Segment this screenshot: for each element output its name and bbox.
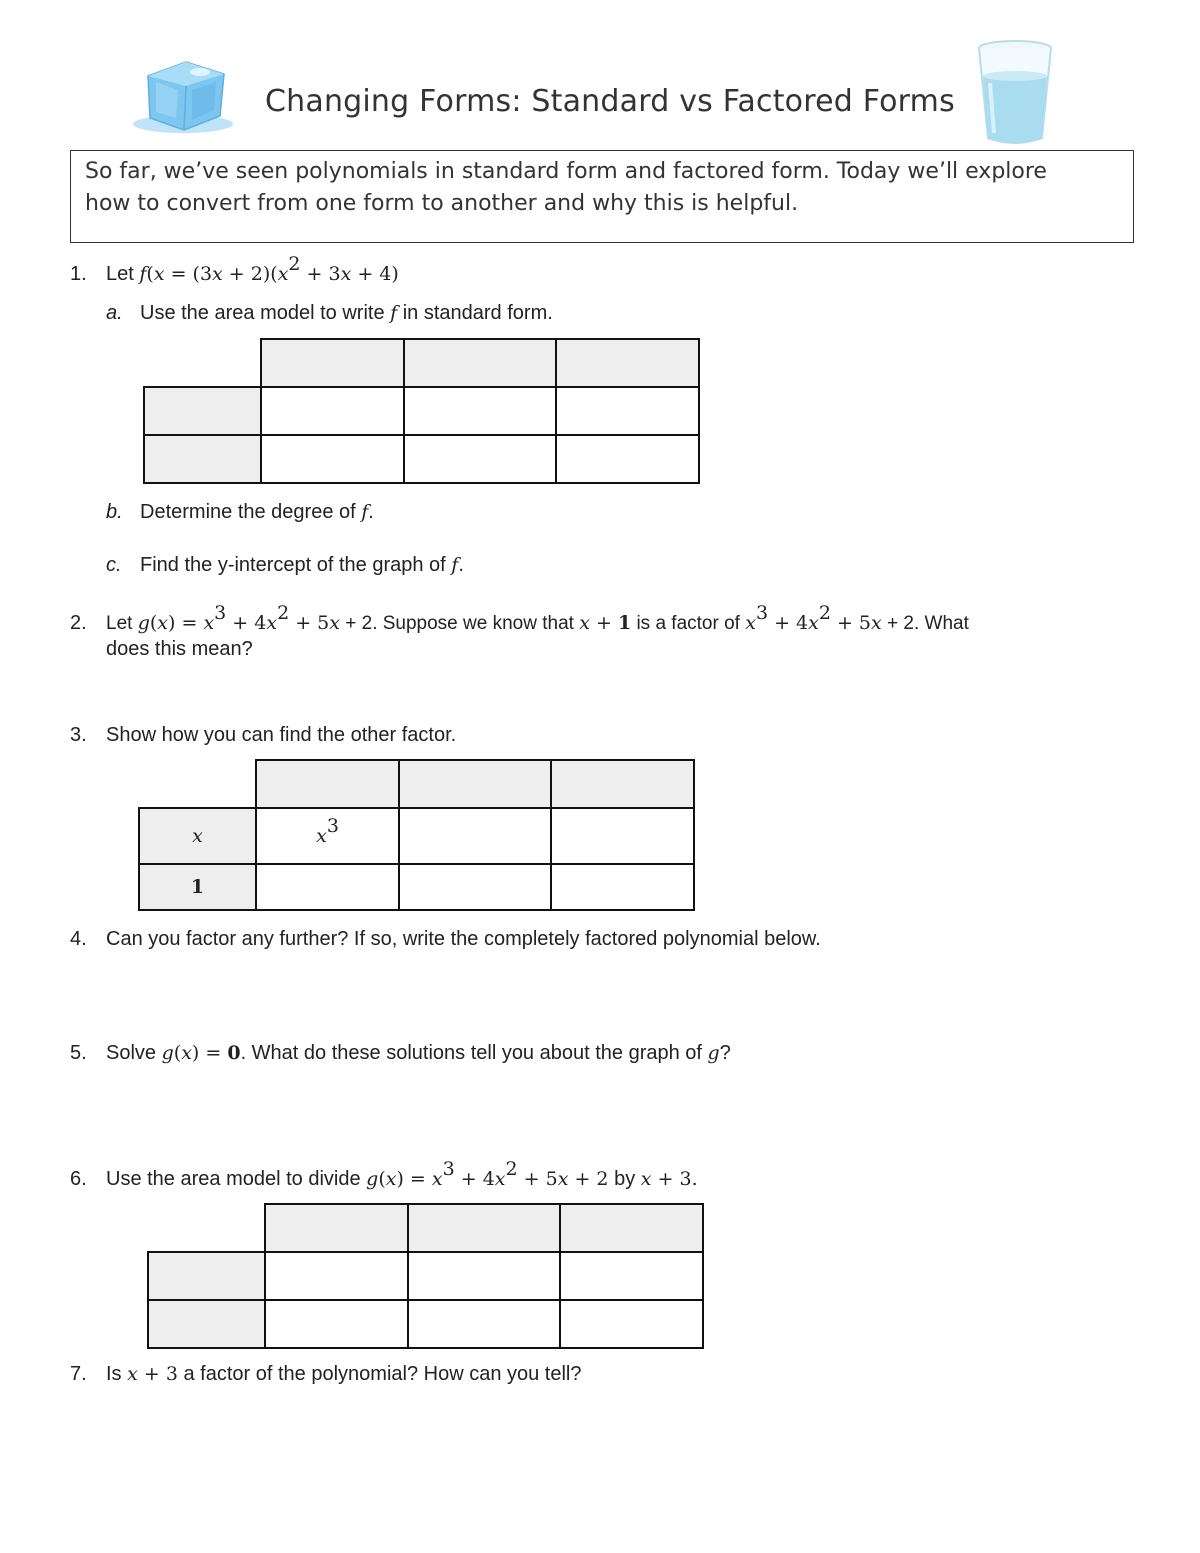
math-part: + 5 <box>289 612 330 634</box>
math-exponent: 3 <box>755 602 769 624</box>
text-part: Use the area model to divide <box>106 1168 367 1190</box>
table-row-label-cell[interactable] <box>148 1252 265 1300</box>
table-row-label-cell[interactable] <box>148 1300 265 1348</box>
question-1c <box>106 552 1006 578</box>
table-header-cell[interactable] <box>265 1204 408 1252</box>
text-part: is a factor of <box>631 613 746 634</box>
math-g: g <box>707 1042 720 1064</box>
question-7 <box>70 1361 1070 1387</box>
math-x: x <box>329 612 340 634</box>
question-4 <box>70 926 1070 952</box>
text-part: Find the y-intercept of the graph of <box>140 554 452 576</box>
text-part: in standard form. <box>397 302 553 324</box>
math-part: + 4 <box>768 612 809 634</box>
table-cell[interactable] <box>556 387 699 435</box>
math-part: = (3 <box>164 263 213 285</box>
math-part: + 5 <box>517 1168 558 1190</box>
math-x: x <box>871 612 882 634</box>
table-cell[interactable] <box>404 387 556 435</box>
sub-text <box>140 499 374 525</box>
math-part: = <box>175 612 204 634</box>
table-header-cell[interactable] <box>399 760 551 808</box>
question-2 <box>70 602 1150 662</box>
math-one: 1 <box>617 612 632 634</box>
question-1b <box>106 499 1006 525</box>
text-part: Let <box>106 263 140 285</box>
math-x: x <box>277 263 289 285</box>
math-x: x <box>579 612 590 634</box>
math-exponent: 2 <box>277 602 290 624</box>
water-glass-icon <box>974 38 1056 148</box>
cell-exponent: 3 <box>326 815 339 837</box>
sub-label: b. <box>106 501 123 523</box>
math-paren: ( <box>146 263 154 285</box>
question-text <box>106 253 399 287</box>
question-6 <box>70 1158 1070 1192</box>
intro-box <box>70 150 1134 243</box>
text-part: . What do these solutions tell you about the graph of <box>240 1042 708 1064</box>
math-f: f <box>139 263 147 285</box>
math-x: x <box>431 1168 443 1190</box>
table-cell[interactable] <box>404 435 556 483</box>
math-exponent: 2 <box>288 253 301 275</box>
math-x: x <box>266 612 278 634</box>
question-text <box>106 1158 698 1192</box>
math-f: f <box>361 501 369 523</box>
math-paren: ( <box>173 1042 182 1064</box>
math-part: + 3 <box>137 1363 178 1385</box>
table-header-cell[interactable] <box>404 339 556 387</box>
table-cell[interactable] <box>551 808 694 864</box>
table-header-cell[interactable] <box>256 760 399 808</box>
ice-cube-icon <box>128 54 234 136</box>
table-row-label-cell[interactable] <box>144 387 261 435</box>
intro-line-2: how to convert from one form to another and why this is helpful. <box>85 191 799 216</box>
math-x: x <box>203 612 215 634</box>
question-number: 7. <box>70 1363 87 1385</box>
table-cell[interactable] <box>256 864 399 910</box>
math-paren: ) <box>168 612 176 634</box>
sub-label: c. <box>106 554 122 576</box>
math-exponent: 2 <box>505 1158 518 1180</box>
question-text <box>106 602 969 637</box>
table-row-label-cell[interactable] <box>144 435 261 483</box>
question-text <box>106 1040 731 1066</box>
math-part: + 5 <box>830 612 872 634</box>
math-x: x <box>127 1363 138 1385</box>
math-part: + 3 <box>300 263 341 285</box>
text-part: Use the area model to write <box>140 302 391 324</box>
math-f: f <box>390 302 398 324</box>
math-part: + 2 <box>568 1168 609 1190</box>
math-x: x <box>808 612 819 634</box>
text-part: Is <box>106 1363 128 1385</box>
text-part: ? <box>719 1042 731 1064</box>
question-text-line-2: does this mean? <box>106 638 253 660</box>
text-part: Determine the degree of <box>140 501 362 523</box>
sub-text <box>140 300 553 326</box>
text-part: + 2. What <box>881 613 969 634</box>
math-part: + 4) <box>351 263 399 285</box>
math-x: x <box>153 263 165 285</box>
math-part: + 4 <box>454 1168 495 1190</box>
question-number: 1. <box>70 263 87 285</box>
question-text: Can you factor any further? If so, write the completely factored polynomial below. <box>106 928 821 950</box>
math-part: = <box>199 1042 228 1064</box>
math-g: g <box>161 1042 174 1064</box>
math-paren: ( <box>149 612 158 634</box>
math-part: + 2)( <box>222 263 278 285</box>
question-number: 6. <box>70 1168 87 1190</box>
question-5 <box>70 1040 1070 1066</box>
math-f: f <box>451 554 459 576</box>
table-cell[interactable] <box>265 1252 408 1300</box>
table-cell[interactable] <box>408 1252 560 1300</box>
math-exponent: 3 <box>214 602 227 624</box>
table-header-cell[interactable] <box>408 1204 560 1252</box>
area-model-table-3 <box>138 759 695 911</box>
question-number: 2. <box>70 612 87 634</box>
math-x: x <box>557 1168 569 1190</box>
cell-var: x <box>316 825 327 847</box>
page-title: Changing Forms: Standard vs Factored Forms <box>265 84 955 119</box>
math-part: + 3. <box>651 1168 698 1190</box>
math-zero: 0 <box>227 1042 241 1064</box>
table-cell[interactable] <box>261 387 404 435</box>
question-1 <box>70 253 1120 287</box>
text-part: + 2. Suppose we know that <box>339 613 580 634</box>
math-paren: ( <box>378 1168 386 1190</box>
text-part: by <box>608 1168 641 1190</box>
question-text <box>106 1361 582 1387</box>
math-part: + <box>589 612 618 634</box>
text-part: a factor of the polynomial? How can you tell? <box>177 1363 582 1385</box>
math-x: x <box>494 1168 506 1190</box>
math-paren: ) <box>396 1168 404 1190</box>
area-model-table-1 <box>143 338 700 484</box>
math-x: x <box>340 263 352 285</box>
question-3 <box>70 722 970 748</box>
question-1a <box>106 300 1006 326</box>
question-text: Show how you can find the other factor. <box>106 724 457 746</box>
math-x: x <box>181 1042 192 1064</box>
math-x: x <box>385 1168 397 1190</box>
area-model-table-6 <box>147 1203 704 1349</box>
table-header-cell[interactable] <box>551 760 694 808</box>
text-part: . <box>458 554 464 576</box>
math-exponent: 3 <box>442 1158 455 1180</box>
question-number: 5. <box>70 1042 87 1064</box>
sub-text <box>140 552 464 578</box>
table-cell[interactable] <box>399 864 551 910</box>
table-cell[interactable] <box>261 435 404 483</box>
table-row-label-cell: 1 <box>139 864 256 910</box>
table-cell[interactable] <box>265 1300 408 1348</box>
math-part: + 4 <box>226 612 267 634</box>
math-x: x <box>745 612 756 634</box>
text-part: Let <box>106 613 138 634</box>
table-cell[interactable] <box>408 1300 560 1348</box>
table-header-cell[interactable] <box>261 339 404 387</box>
sub-label: a. <box>106 302 123 324</box>
math-paren: ) <box>191 1042 200 1064</box>
math-g: g <box>366 1168 379 1190</box>
math-x: x <box>212 263 223 285</box>
table-row-label-cell: x <box>139 808 256 864</box>
table-cell[interactable] <box>551 864 694 910</box>
text-part: Solve <box>106 1042 162 1064</box>
table-cell[interactable] <box>560 1252 703 1300</box>
question-number: 3. <box>70 724 87 746</box>
table-cell[interactable] <box>556 435 699 483</box>
text-part: . <box>368 501 374 523</box>
question-number: 4. <box>70 928 87 950</box>
intro-line-1: So far, we’ve seen polynomials in standard form and factored form. Today we’ll explore <box>85 159 1047 184</box>
table-header-cell[interactable] <box>556 339 699 387</box>
math-x: x <box>640 1168 652 1190</box>
table-header-cell[interactable] <box>560 1204 703 1252</box>
table-cell[interactable] <box>256 808 399 864</box>
math-g: g <box>137 612 150 634</box>
math-exponent: 2 <box>818 602 831 624</box>
table-cell[interactable] <box>560 1300 703 1348</box>
math-part: = <box>403 1168 432 1190</box>
table-cell[interactable] <box>399 808 551 864</box>
math-x: x <box>157 612 169 634</box>
